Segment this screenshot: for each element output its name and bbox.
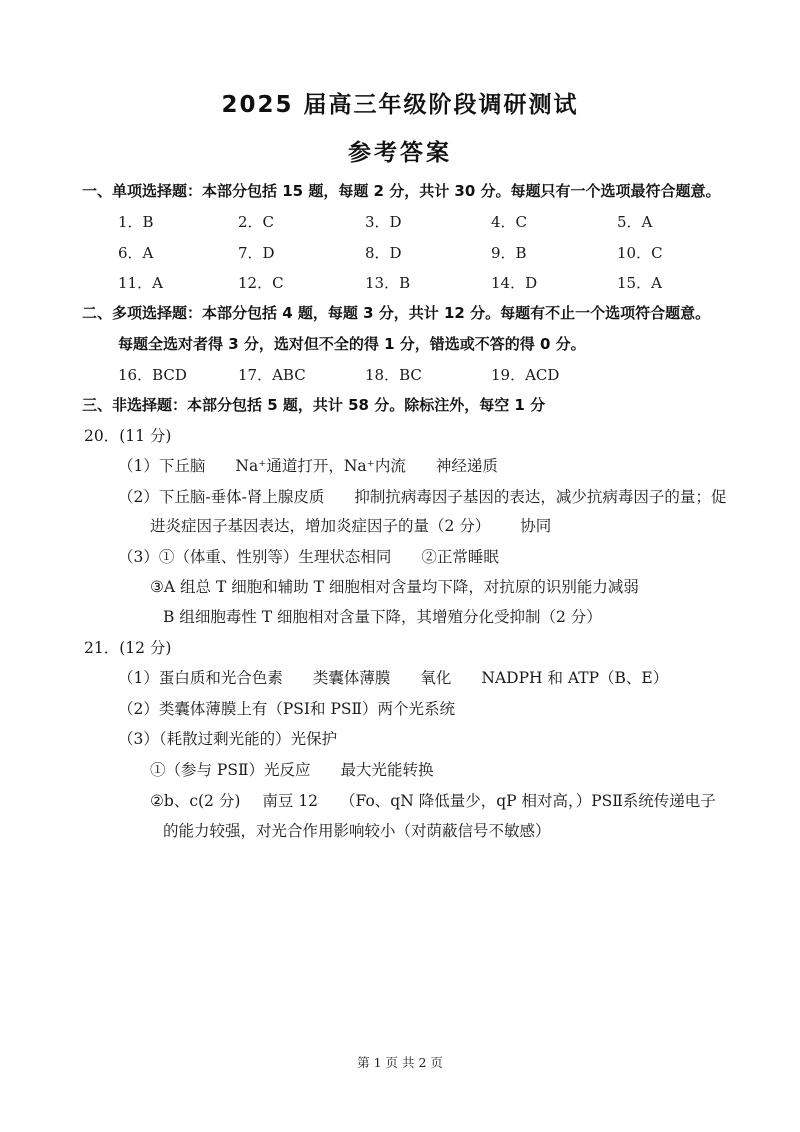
page-subtitle: 参考答案 [348, 140, 452, 166]
section1-row-3 [118, 272, 678, 292]
q21-part3-answer-b: 最大光能转换 [340, 761, 434, 779]
section1-row-2 [118, 242, 678, 262]
q20-label: 20．(11 分) [84, 427, 172, 445]
section1-heading: 一、单项选择题：本部分包括 15 题，每题 2 分，共计 30 分。每题只有一个选项最符合题意。 [82, 182, 721, 200]
section3-heading: 三、非选择题：本部分包括 5 题，共计 58 分。除标注外，每空 1 分 [82, 396, 546, 414]
q21-part3-answer-e: （Fo、qN 降低量少，qP 相对高，）PSⅡ系统传递电子 [340, 792, 716, 810]
q20-part1-answer-b: Na⁺通道打开，Na⁺内流 [235, 457, 406, 475]
section2-answers [118, 364, 678, 384]
q21-part3-sub2 [150, 791, 716, 811]
answer-12: 12．C [238, 274, 284, 292]
q20-part2-cont [150, 516, 551, 536]
answer-19: 19．ACD [491, 366, 560, 384]
q20-part1-answer-a: （1）下丘脑 [118, 457, 206, 475]
q21-part3-answer-f: 的能力较强，对光合作用影响较小（对荫蔽信号不敏感） [163, 822, 551, 840]
q20-part3-answer-d: B 组细胞毒性 T 细胞相对含量下降，其增殖分化受抑制（2 分） [163, 608, 602, 626]
answer-15: 15．A [617, 274, 662, 292]
q21-part1-answer-c: 氧化 [420, 669, 452, 687]
answer-3: 3．D [365, 213, 402, 231]
q21-part1-answer-d: NADPH 和 ATP（B、E） [481, 669, 669, 687]
answer-4: 4．C [491, 213, 528, 231]
q20-part3-answer-a: （3）①（体重、性别等）生理状态相同 [118, 548, 392, 566]
q21-part1-answer-a: （1）蛋白质和光合色素 [118, 669, 283, 687]
q20-part2 [118, 487, 726, 507]
q20-part2-answer-d: 协同 [520, 517, 552, 535]
q20-part3-answer-b: ②正常睡眠 [421, 548, 499, 566]
page-title: 2025 届高三年级阶段调研测试 [221, 92, 579, 118]
answer-9: 9．B [491, 244, 527, 262]
q20-part2-answer-a: （2）下丘脑-垂体-肾上腺皮质 [118, 488, 325, 506]
section2-scoring-note: 每题全选对者得 3 分，选对但不全的得 1 分，错选或不答的得 0 分。 [118, 335, 586, 353]
q21-part3-answer-a: ①（参与 PSⅡ）光反应 [150, 761, 311, 779]
answer-18: 18．BC [365, 366, 422, 384]
answer-8: 8．D [365, 244, 402, 262]
answer-2: 2．C [238, 213, 275, 231]
page-number-footer: 第 1 页 共 2 页 [357, 1055, 443, 1070]
q20-part3-answer-c: ③A 组总 T 细胞和辅助 T 细胞相对含量均下降，对抗原的识别能力减弱 [150, 578, 639, 596]
answer-6: 6．A [118, 244, 154, 262]
section1-row-1 [118, 211, 678, 231]
q21-part3-answer-c: ②b、c(2 分) [150, 792, 241, 810]
answer-7: 7．D [238, 244, 275, 262]
q21-label: 21．(12 分) [84, 639, 172, 657]
q21-part3: （3）（耗散过剩光能的）光保护 [118, 730, 338, 748]
q20-part3 [118, 547, 499, 567]
answer-14: 14．D [491, 274, 538, 292]
answer-11: 11．A [118, 274, 163, 292]
answer-5: 5．A [617, 213, 653, 231]
q21-part1 [118, 668, 668, 688]
answer-13: 13．B [365, 274, 411, 292]
q20-part1 [118, 456, 498, 476]
q20-part1-answer-c: 神经递质 [435, 457, 498, 475]
q21-part3-answer-d: 南豆 12 [262, 792, 319, 810]
q21-part2: （2）类囊体薄膜上有（PSⅠ和 PSⅡ）两个光系统 [118, 700, 456, 718]
answer-17: 17．ABC [238, 366, 306, 384]
q20-part2-answer-b: 抑制抗病毒因子基因的表达，减少抗病毒因子的量；促 [354, 488, 727, 506]
answer-10: 10．C [617, 244, 663, 262]
answer-1: 1．B [118, 213, 154, 231]
section2-heading: 二、多项选择题：本部分包括 4 题，每题 3 分，共计 12 分。每题有不止一个选项符合题意。 [82, 304, 711, 322]
q21-part3-sub1 [150, 760, 434, 780]
q20-part2-answer-c: 进炎症因子基因表达，增加炎症因子的量（2 分） [150, 517, 491, 535]
answer-16: 16．BCD [118, 366, 187, 384]
q21-part1-answer-b: 类囊体薄膜 [312, 669, 391, 687]
